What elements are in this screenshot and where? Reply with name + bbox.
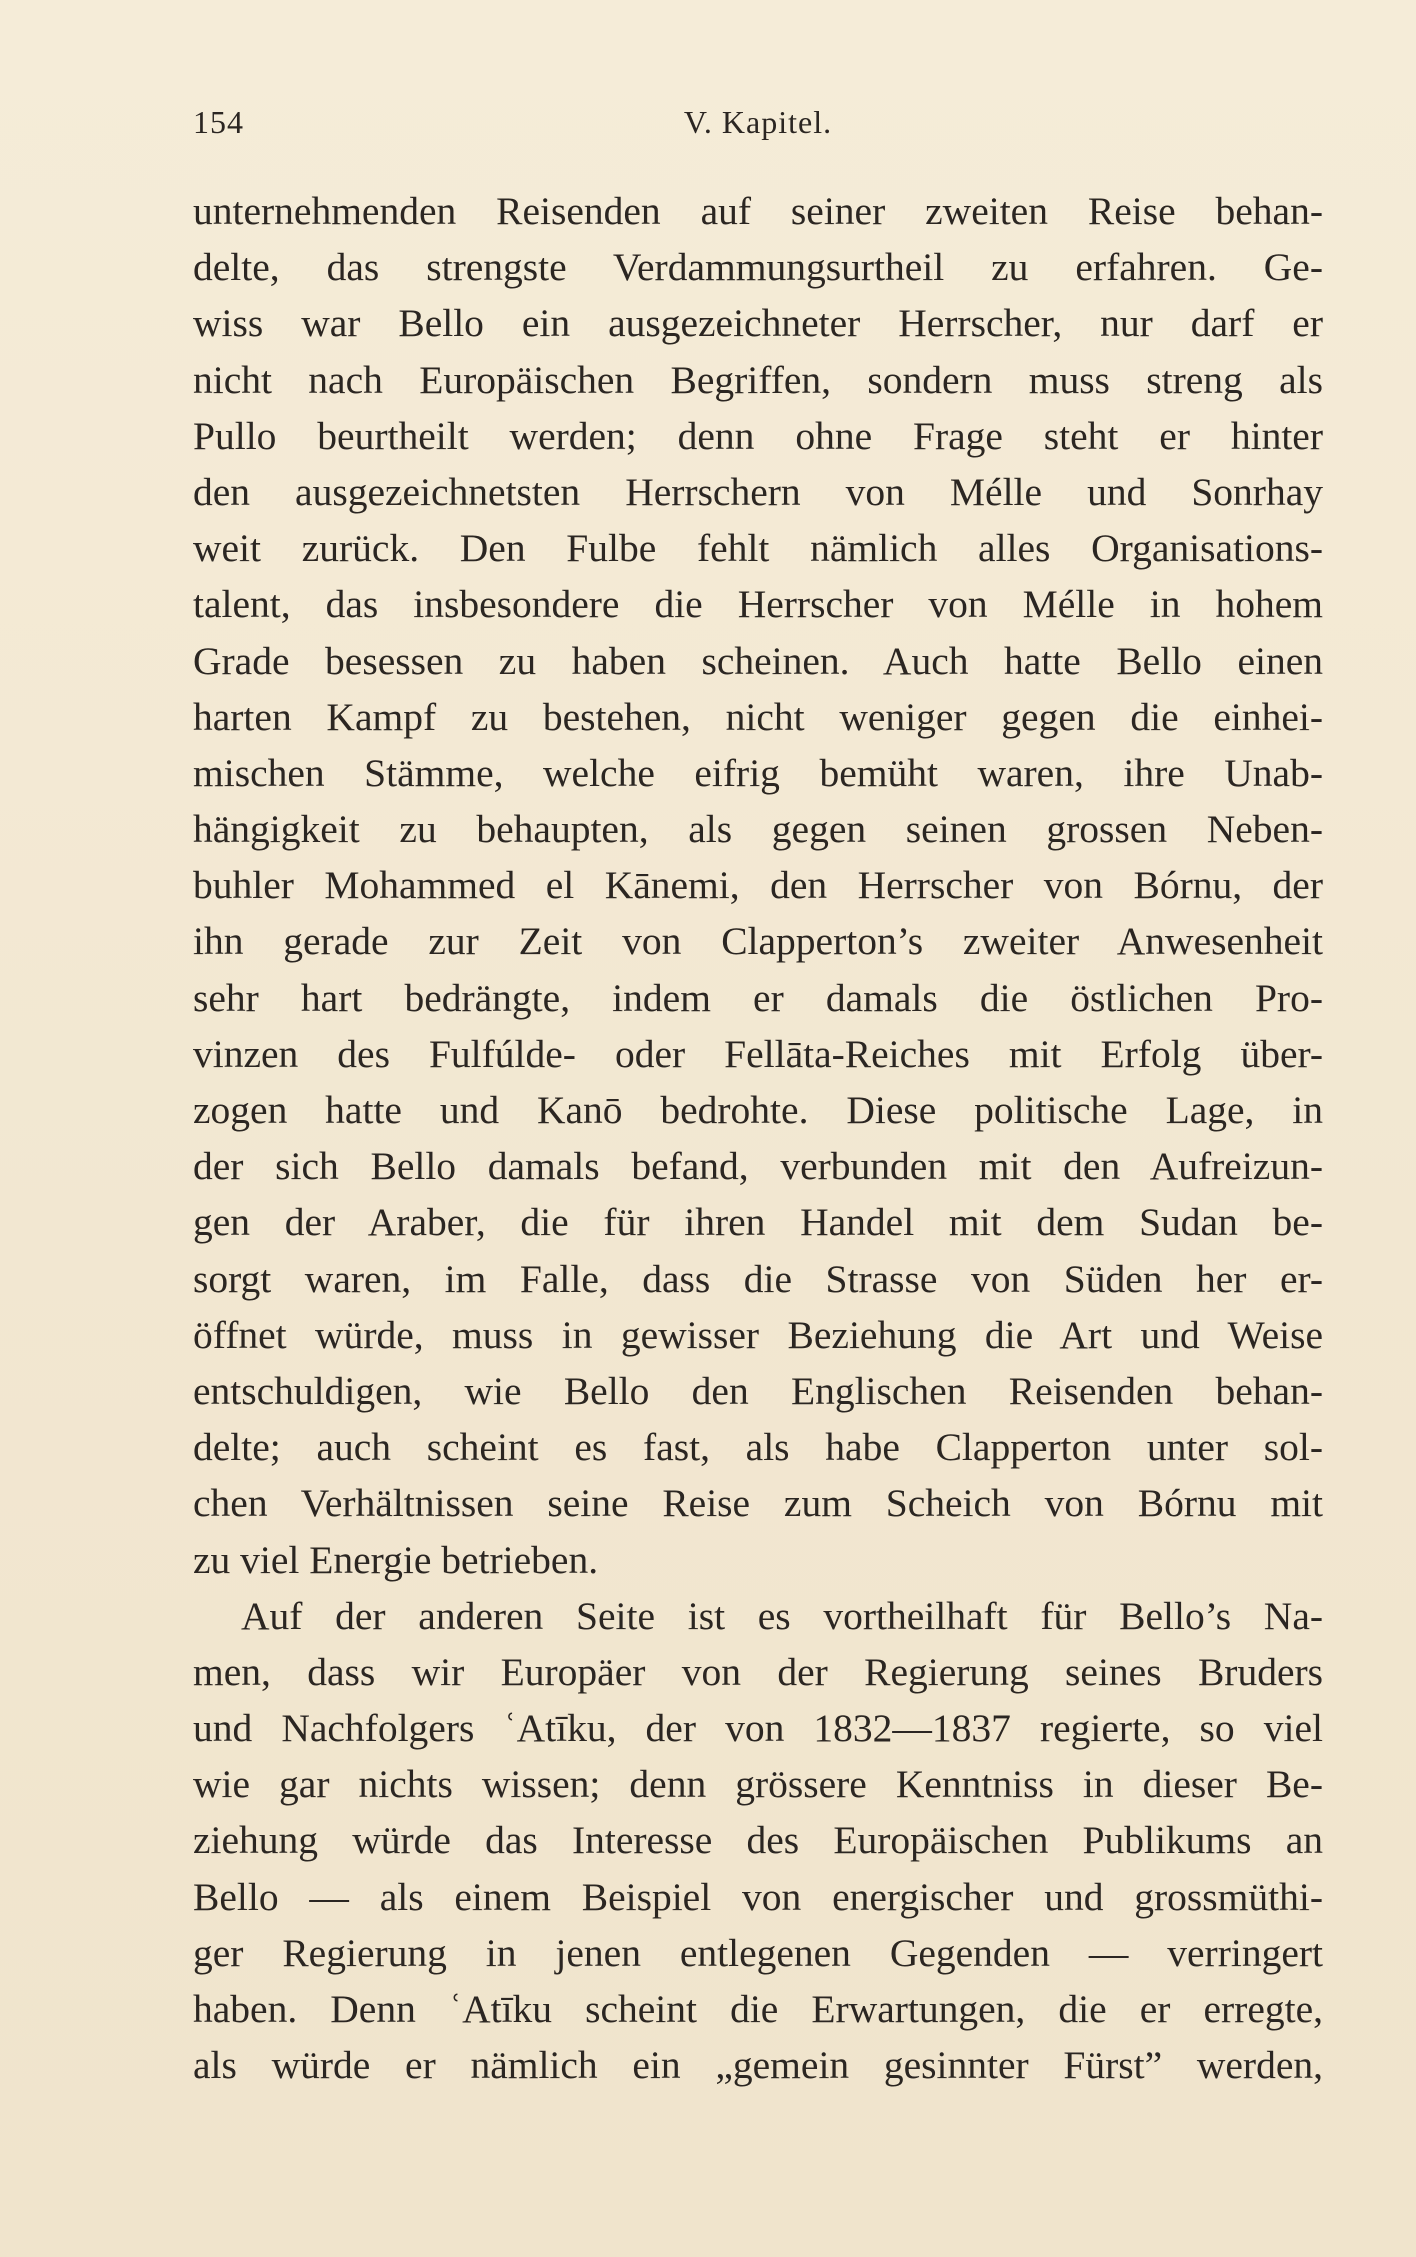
text-line: sehr hart bedrängte, indem er damals die östlichen Pro-: [193, 975, 1323, 1020]
text-line: wiss war Bello ein ausgezeichneter Herrscher, nur darf er: [193, 301, 1323, 346]
text-line: vinzen des Fulfúlde- oder Fellāta-Reiches mit Erfolg über-: [193, 1031, 1323, 1076]
text-line: öffnet würde, muss in gewisser Beziehung die Art und Weise: [193, 1312, 1323, 1357]
text-line: wie gar nichts wissen; denn grössere Kenntniss in dieser Be-: [193, 1762, 1323, 1807]
text-line: harten Kampf zu bestehen, nicht weniger gegen die einhei-: [193, 694, 1323, 739]
text-line: ziehung würde das Interesse des Europäischen Publikums an: [193, 1818, 1323, 1863]
text-line: chen Verhältnissen seine Reise zum Scheich von Bórnu mit: [193, 1481, 1323, 1526]
text-line: delte; auch scheint es fast, als habe Clapperton unter sol-: [193, 1425, 1323, 1470]
text-line: unternehmenden Reisenden auf seiner zweiten Reise behan-: [193, 189, 1323, 233]
text-line: Bello — als einem Beispiel von energischer und grossmüthi-: [193, 1874, 1323, 1919]
text-line: den ausgezeichnetsten Herrschern von Mélle und Sonrhay: [193, 469, 1323, 514]
chapter-title: V. Kapitel.: [683, 104, 833, 140]
text-line: talent, das insbesondere die Herrscher von Mélle in hohem: [193, 582, 1323, 627]
text-line: ihn gerade zur Zeit von Clapperton’s zweiter Anwesenheit: [193, 919, 1323, 964]
text-line: men, dass wir Europäer von der Regierung seines Bruders: [193, 1649, 1323, 1694]
text-line: als würde er nämlich ein „gemein gesinnter Fürst” werden,: [193, 2043, 1323, 2088]
running-head: [193, 104, 1323, 144]
paragraph-start-line: Auf der anderen Seite ist es vortheilhaft für Bello’s Na-: [241, 1593, 1323, 1638]
text-line: entschuldigen, wie Bello den Englischen Reisenden behan-: [193, 1368, 1323, 1413]
text-line: delte, das strengste Verdammungsurtheil zu erfahren. Ge-: [193, 245, 1323, 290]
text-line: zogen hatte und Kanō bedrohte. Diese politische Lage, in: [193, 1088, 1323, 1132]
text-line: Pullo beurtheilt werden; denn ohne Frage steht er hinter: [193, 413, 1323, 458]
text-line: und Nachfolgers ʿAtīku, der von 1832—1837 regierte, so viel: [193, 1706, 1323, 1751]
text-line: buhler Mohammed el Kānemi, den Herrscher von Bórnu, der: [193, 863, 1323, 908]
text-line: nicht nach Europäischen Begriffen, sondern muss streng als: [193, 357, 1323, 402]
body-text: [193, 183, 1323, 2093]
text-line: mischen Stämme, welche eifrig bemüht waren, ihre Unab-: [193, 750, 1323, 795]
text-line: der sich Bello damals befand, verbunden mit den Aufreizun-: [193, 1144, 1323, 1189]
text-line: ger Regierung in jenen entlegenen Gegenden — verringert: [193, 1930, 1323, 1975]
text-line: weit zurück. Den Fulbe fehlt nämlich alles Organisations-: [193, 526, 1323, 571]
page-number: 154: [193, 104, 244, 140]
text-line: gen der Araber, die für ihren Handel mit dem Sudan be-: [193, 1200, 1323, 1245]
text-line: Grade besessen zu haben scheinen. Auch hatte Bello einen: [193, 638, 1323, 683]
paragraph-end-line: zu viel Energie betrieben.: [193, 1537, 599, 1582]
text-line: haben. Denn ʿAtīku scheint die Erwartungen, die er erregte,: [193, 1987, 1323, 2031]
text-line: sorgt waren, im Falle, dass die Strasse von Süden her er-: [193, 1256, 1323, 1301]
text-line: hängigkeit zu behaupten, als gegen seinen grossen Neben-: [193, 807, 1323, 852]
